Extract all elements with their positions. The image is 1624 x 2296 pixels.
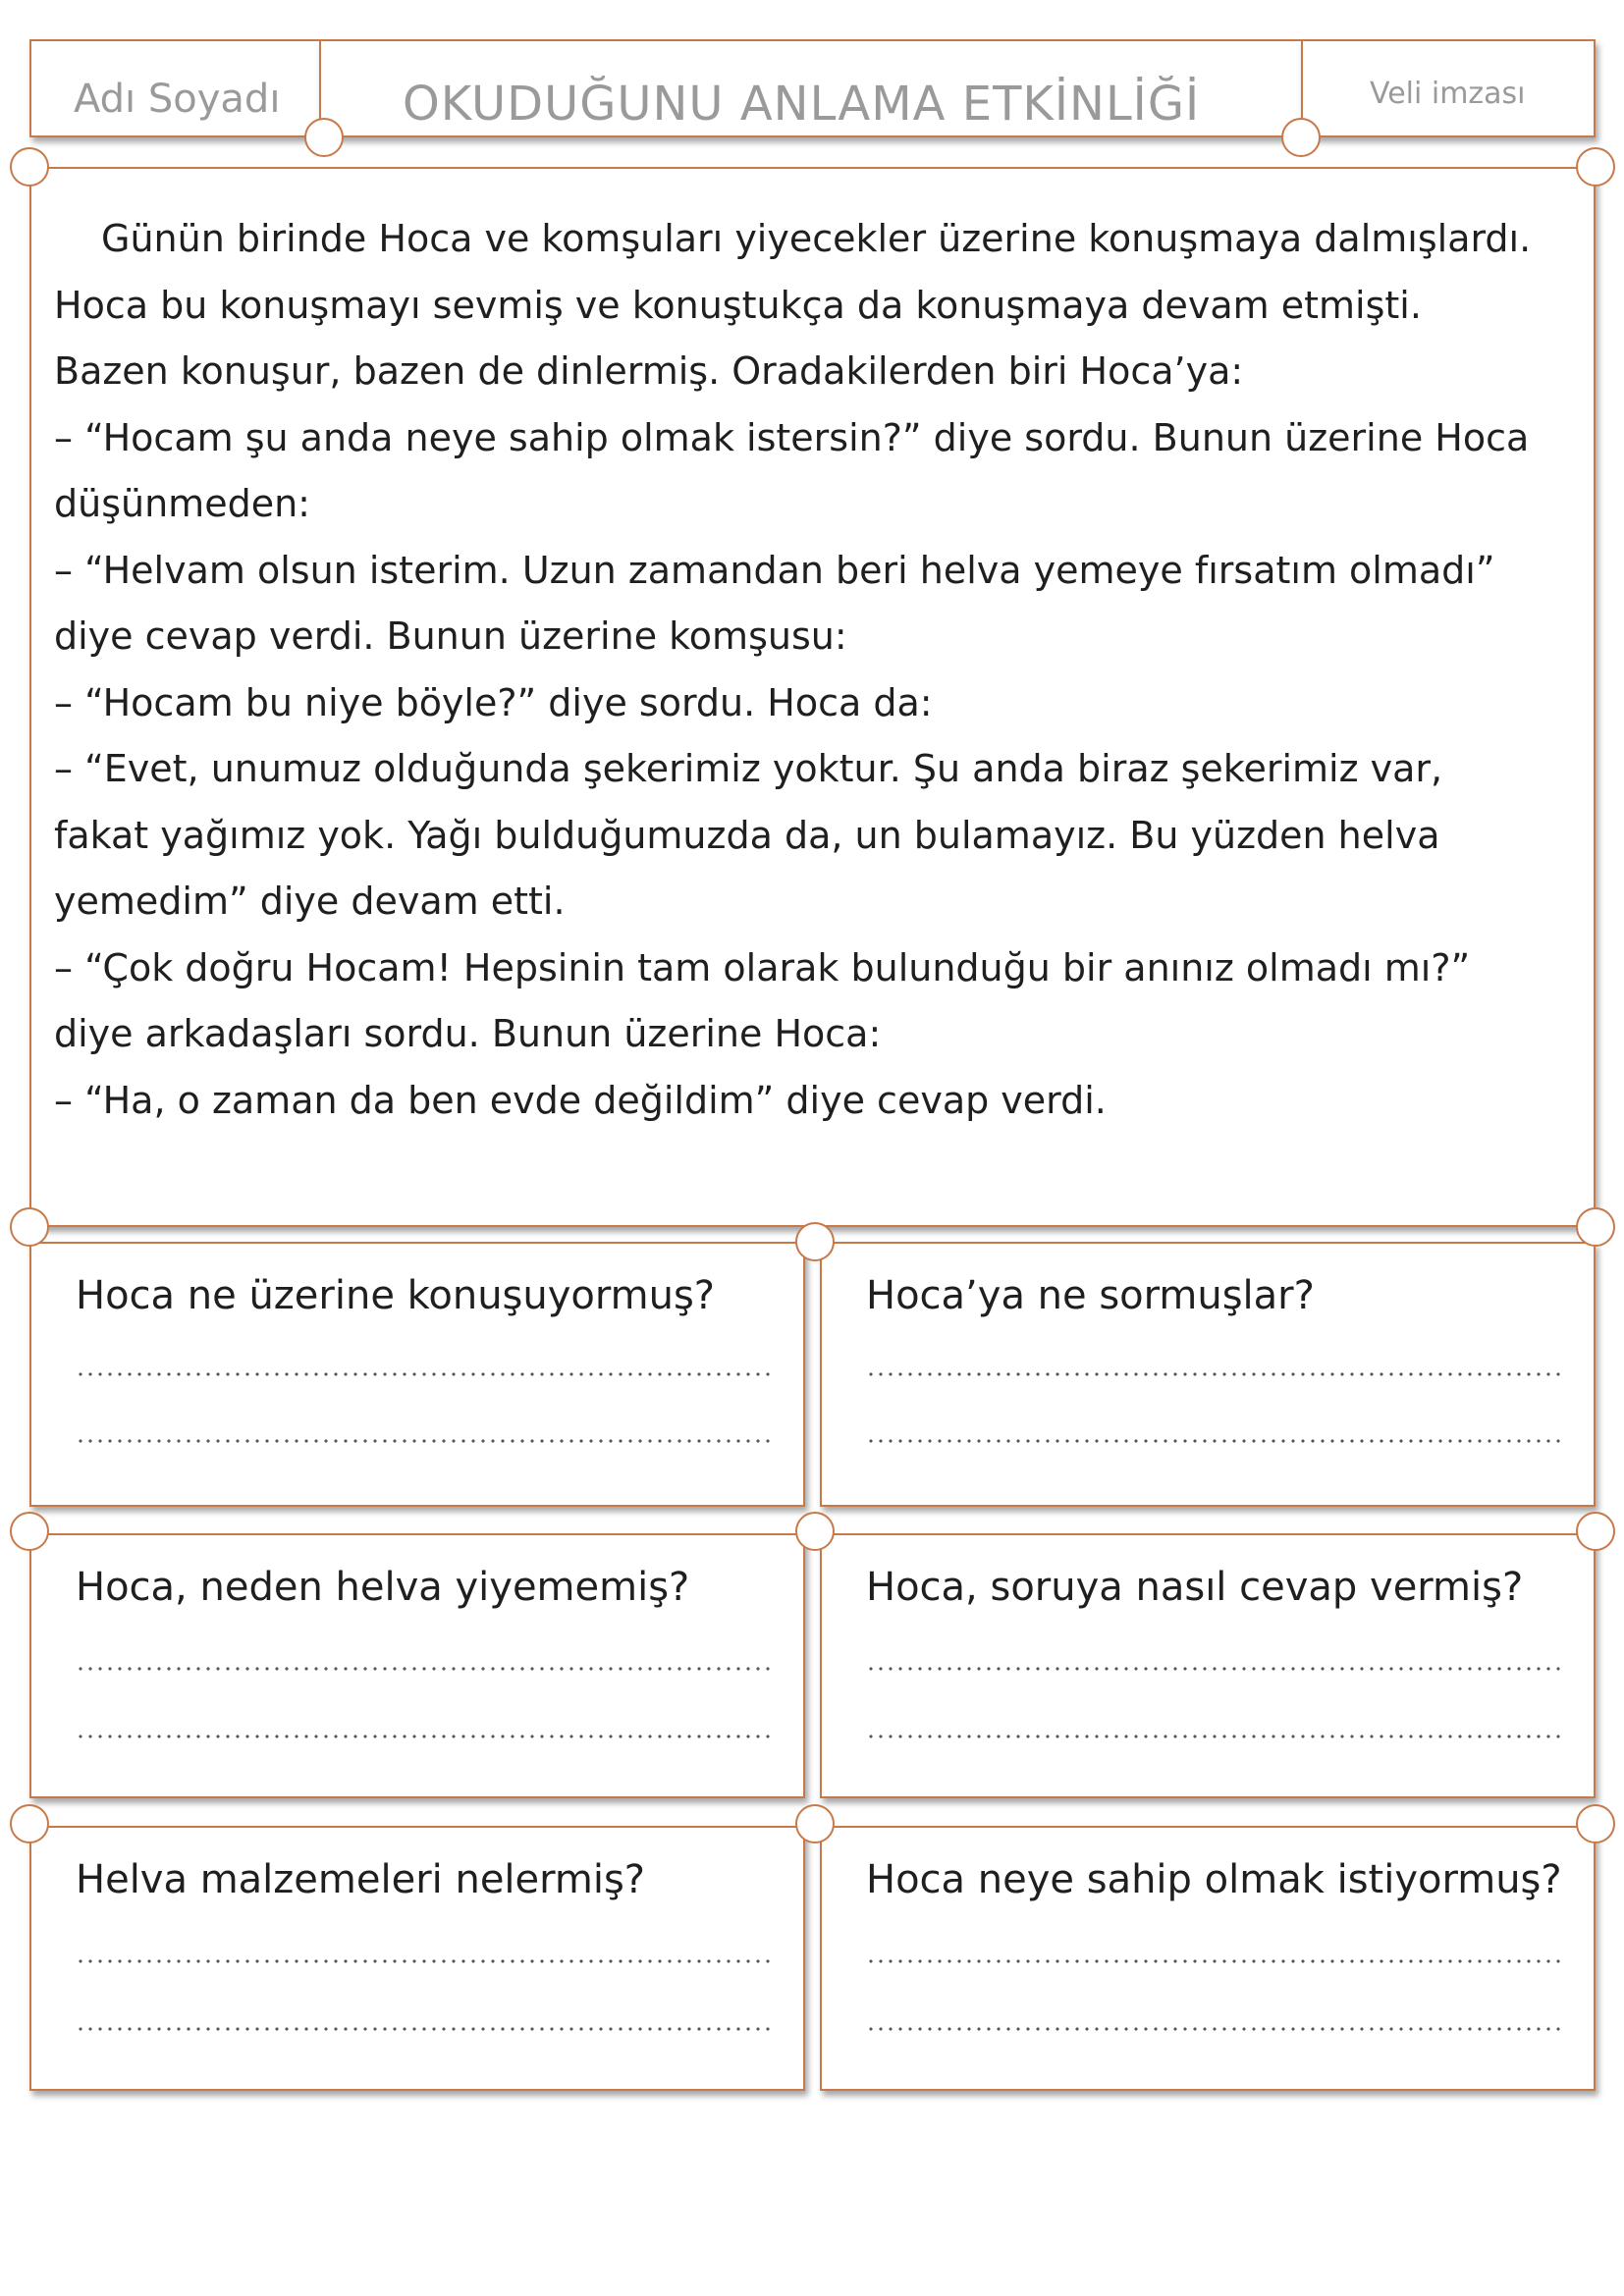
answer-line[interactable] xyxy=(76,1734,774,1739)
story-paragraph: – “Çok doğru Hocam! Hepsinin tam olarak bulunduğu bir anınız olmadı mı?” diye arkadaşları sordu. Bunun üzerine Hoca: xyxy=(54,945,1471,1055)
answer-line[interactable] xyxy=(76,1371,774,1377)
page-title: OKUDUĞUNU ANLAMA ETKİNLİĞİ xyxy=(403,77,1201,132)
story-paragraph: – “Ha, o zaman da ben evde değildim” diye cevap verdi. xyxy=(54,1078,1107,1122)
answer-line[interactable] xyxy=(866,1666,1564,1672)
notch-decoration xyxy=(1576,1512,1615,1551)
question-text: Hoca, soruya nasıl cevap vermiş? xyxy=(866,1565,1524,1610)
notch-decoration xyxy=(1576,1804,1615,1843)
question-box-5 xyxy=(29,1826,805,2091)
story-paragraph: – “Hocam bu niye böyle?” diye sordu. Hoca da: xyxy=(54,680,933,724)
notch-decoration xyxy=(304,118,344,157)
answer-line[interactable] xyxy=(76,1666,774,1672)
question-text: Hoca, neden helva yiyememiş? xyxy=(76,1565,690,1610)
notch-decoration xyxy=(1576,1207,1615,1247)
answer-line[interactable] xyxy=(866,1438,1564,1444)
notch-decoration xyxy=(10,1207,49,1247)
question-box-2 xyxy=(820,1242,1596,1507)
answer-line[interactable] xyxy=(866,1371,1564,1377)
question-box-4 xyxy=(820,1533,1596,1798)
story-paragraph: Günün birinde Hoca ve komşuları yiyecekler üzerine konuşmaya dalmışlardı. Hoca bu konuşmayı sevmiş ve konuştukça da konuşmaya devam etmişti. Bazen konuşur, bazen de dinlermiş. Oradakilerden biri Hoca’ya: xyxy=(54,217,1532,393)
story-text xyxy=(54,206,1546,1134)
notch-decoration xyxy=(1281,118,1321,157)
answer-line[interactable] xyxy=(866,2026,1564,2032)
name-label: Adı Soyadı xyxy=(74,77,281,122)
story-paragraph: – “Hocam şu anda neye sahip olmak istersin?” diye sordu. Bunun üzerine Hoca düşünmeden: xyxy=(54,415,1530,525)
question-text: Hoca neye sahip olmak istiyormuş? xyxy=(866,1857,1562,1902)
notch-decoration xyxy=(10,147,49,187)
notch-decoration xyxy=(795,1222,835,1261)
notch-decoration xyxy=(795,1804,835,1843)
story-paragraph: – “Helvam olsun isterim. Uzun zamandan beri helva yemeye fırsatım olmadı” diye cevap verdi. Bunun üzerine komşusu: xyxy=(54,548,1495,658)
question-text: Hoca’ya ne sormuşlar? xyxy=(866,1273,1315,1318)
answer-line[interactable] xyxy=(866,1734,1564,1739)
answer-line[interactable] xyxy=(76,1438,774,1444)
notch-decoration xyxy=(795,1512,835,1551)
signature-label: Veli imzası xyxy=(1370,77,1526,111)
answer-line[interactable] xyxy=(866,1958,1564,1964)
notch-decoration xyxy=(1576,147,1615,187)
question-box-6 xyxy=(820,1826,1596,2091)
notch-decoration xyxy=(10,1804,49,1843)
question-box-3 xyxy=(29,1533,805,1798)
answer-line[interactable] xyxy=(76,1958,774,1964)
question-text: Hoca ne üzerine konuşuyormuş? xyxy=(76,1273,716,1318)
notch-decoration xyxy=(10,1512,49,1551)
story-paragraph: – “Evet, unumuz olduğunda şekerimiz yoktur. Şu anda biraz şekerimiz var, fakat yağımız yok. Yağı bulduğumuzda da, un bulamayız. Bu yüzden helva yemedim” diye devam etti. xyxy=(54,747,1443,923)
question-text: Helva malzemeleri nelermiş? xyxy=(76,1857,646,1902)
question-box-1 xyxy=(29,1242,805,1507)
answer-line[interactable] xyxy=(76,2026,774,2032)
